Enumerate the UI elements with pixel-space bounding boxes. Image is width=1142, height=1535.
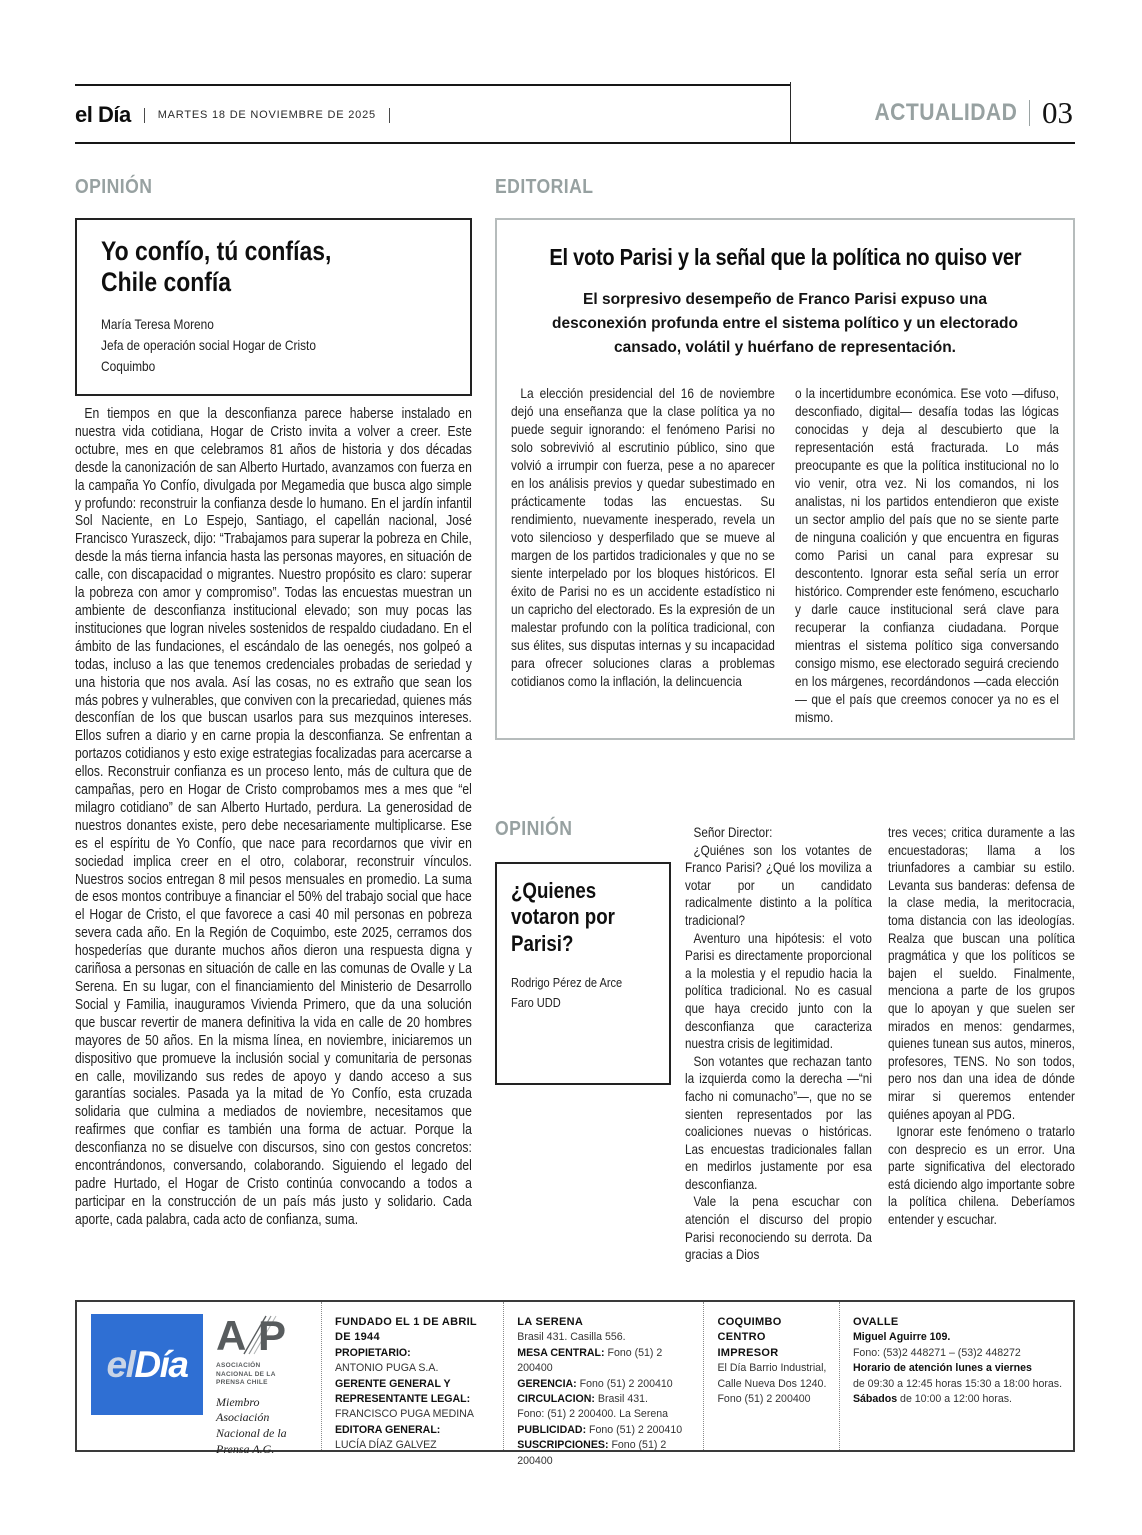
author-org: Faro UDD — [511, 995, 561, 1011]
masthead-divider — [389, 108, 390, 123]
svg-text:A: A — [216, 1314, 247, 1356]
masthead-divider — [144, 108, 145, 123]
page-number: 03 — [1042, 95, 1073, 130]
author-name: Rodrigo Pérez de Arce — [511, 975, 623, 991]
opinion-left-label: OPINIÓN — [75, 176, 153, 198]
footer-line: SUSCRIPCIONES: Fono (51) 2 200400 — [517, 1439, 667, 1467]
editorial-subtitle: El sorpresivo desempeño de Franco Parisi expuso una desconexión profunda entre el sistema político y un electorado cansado, volátil y huérfano de representación. — [552, 291, 1018, 357]
footer-brand-cell — [77, 1302, 321, 1456]
editor-label: EDITORA GENERAL: — [334, 1423, 441, 1436]
manager-name: FRANCISCO PUGA MEDINA — [334, 1408, 474, 1421]
opinion-left-body — [75, 406, 472, 1230]
editorial-column-1: La elección presidencial del 16 de noviembre dejó una enseñanza que la clase política ya no puede seguir ignorando: el fenómeno Parisi no solo sobrevivió al escrutinio público, sino que volvió a irrumpir con fuerza, pese a no aparecer en los análisis previos y quedar subestimado en prácticamente todas las encuestas. Su rendimiento, nuevamente inesperado, revela un voto silencioso y desperfilado que se mueve al margen de los partidos tradicionales y que no se siente interpelado por los bloques históricos. El éxito de Parisi no es un accidente estadístico ni un capricho del electorado. Es la expresión de un malestar profundo con la política tradicional, con sus élites, sus disputas internas y su incapacidad para ofrecer soluciones claras a problemas cotidianos como la inflación, la delincuencia — [511, 385, 775, 690]
opinion-letter-column-1 — [685, 824, 872, 1264]
edition-date: MARTES 18 DE NOVIEMBRE DE 2025 — [157, 109, 376, 121]
anp-membership-text: Miembro Asociación Nacional de la Prensa A.G. — [216, 1394, 287, 1456]
opinion-letter-byline — [511, 973, 655, 1013]
editor-name: LUCÍA DÍAZ GALVEZ — [334, 1439, 437, 1452]
opinion-letter-title: ¿Quienes votaron por Parisi? — [511, 878, 615, 956]
founded-line: FUNDADO EL 1 DE ABRIL DE 1944 — [334, 1316, 477, 1344]
footer-line: El Día Barrio Industrial, — [717, 1362, 827, 1375]
letter-paragraph: Aventuro una hipótesis: el voto Parisi es directamente proporcional a la molestia y el repudio hacia la política tradicional. No es casual que haya crecido junto con la desconfianza que caracteriza nuestra crisis de legitimidad. — [685, 930, 872, 1052]
footer-publisher-cell — [321, 1302, 503, 1450]
newspaper-logo: el Día — [75, 102, 131, 127]
editorial-column-2: o la incertidumbre económica. Ese voto —difuso, desconfiado, digital— desafía todas las lógicas conocidas y deja al descubierto que la representación está fracturada. Lo más preocupante es que la política institucional no lo vio venir, otra vez. Ni los comandos, ni los analistas, ni los partidos entendieron que existe un sector amplio del país que no se siente parte de ninguna coalición y que encuentra en figuras como Parisi un canal para expresar su descontento. Ignorar esta señal sería un error histórico. Comprender este fenómeno, escucharlo y darle cauce institucional será clave para recuperar la confianza ciudadana. Porque mientras el sistema político siga conversando consigo mismo, ese electorado seguirá creciendo en los márgenes, recordándonos —cada elección— que el país que creemos conocer ya no es el mismo. — [795, 385, 1059, 726]
footer-line: Fono (51) 2 200400 — [717, 1393, 811, 1406]
editorial-title: El voto Parisi y la señal que la política no quiso ver — [549, 244, 1021, 270]
ovalle-saturday: Sábados de 10:00 a 12:00 horas. — [852, 1393, 1012, 1406]
footer-ovalle-cell — [839, 1302, 1073, 1450]
ovalle-address: Miguel Aguirre 109. — [852, 1331, 951, 1344]
opinion-letter-label: OPINIÓN — [495, 818, 573, 840]
manager-label: GERENTE GENERAL Y REPRESENTANTE LEGAL: — [334, 1377, 471, 1406]
footer-laserena-cell — [503, 1302, 703, 1467]
ovalle-hours: de 09:30 a 12:45 horas 15:30 a 18:00 horas. — [852, 1377, 1063, 1390]
footer-line: MESA CENTRAL: Fono (51) 2 200400 — [517, 1346, 663, 1375]
footer-line: GERENCIA: Fono (51) 2 200410 — [517, 1377, 673, 1390]
editorial-label: EDITORIAL — [495, 176, 594, 198]
anp-logo-icon — [216, 1314, 288, 1356]
owner-label: PROPIETARIO: — [334, 1346, 411, 1359]
letter-paragraph: Señor Director: — [693, 825, 773, 840]
ovalle-title: OVALLE — [852, 1316, 899, 1328]
footer-line: CIRCULACION: Brasil 431. — [517, 1393, 648, 1406]
owner-name: ANTONIO PUGA S.A. — [334, 1362, 439, 1375]
footer-line: PUBLICIDAD: Fono (51) 2 200410 — [517, 1423, 683, 1436]
letter-paragraph: ¿Quiénes son los votantes de Franco Parisi? ¿Qué los moviliza a votar por un candidato radicalmente distinto a la política tradicional? — [685, 842, 872, 928]
author-role: Jefa de operación social Hogar de Cristo — [101, 336, 316, 353]
ovalle-phones: Fono: (53)2 448271 – (53)2 448272 — [852, 1346, 1021, 1359]
opinion-left-title: Yo confío, tú confías, Chile confía — [101, 236, 332, 298]
opinion-left-headline-box — [75, 218, 472, 396]
anp-caption: ASOCIACIÓN NACIONAL DE LA PRENSA CHILE — [216, 1362, 276, 1387]
footer-line: Fono: (51) 2 200400. La Serena — [517, 1408, 669, 1421]
letter-paragraph: Son votantes que rechazan tanto la izquierda como la derecha —“ni facho ni comunacho”—, que no se sienten representados por las coaliciones nuevas o históricas. Las encuestas tradicionales fallan en medirlos justamente por esa desconfianza. — [685, 1053, 872, 1192]
masthead-right — [791, 84, 1075, 142]
masthead-left — [75, 84, 790, 144]
laserena-address: Brasil 431. Casilla 556. — [517, 1331, 626, 1344]
laserena-title: LA SERENA — [517, 1316, 584, 1328]
masthead-divider — [1029, 100, 1030, 126]
svg-text:P: P — [258, 1314, 287, 1356]
footer-line: Calle Nueva Dos 1240. — [717, 1377, 827, 1390]
coquimbo-title: COQUIMBO — [717, 1316, 782, 1328]
editorial-box — [495, 218, 1075, 740]
letter-paragraph: Vale la pena escuchar con atención el discurso del propio Parisi reconociendo su derrota. Da gracias a Dios — [685, 1194, 872, 1263]
footer-coquimbo-cell — [703, 1302, 839, 1450]
opinion-left-body-text: En tiempos en que la desconfianza parece haberse instalado en nuestra vida cotidiana, Hogar de Cristo invita a volver a creer. Este octubre, mes en que celebramos 81 años de historia y dos décadas desde la canonización de san Alberto Hurtado, avanzamos con fuerza en la campaña Yo Confío, divulgada por Megamedia que busca algo simple y profundo: reconstruir la confianza desde lo humano. En el jardín infantil Sol Naciente, en Lo Espejo, Santiago, el capellán nacional, José Francisco Yuraszeck, dijo: “Trabajamos para superar la pobreza en Chile, desde la más tierna infancia hasta las personas mayores, en situación de calle, con discapacidad o migrantes. Nuestro propósito es claro: superar la pobreza con amor y compromiso”. Todas las encuestas muestran un ambiente de desconfianza institucional elevado; son muy pocas las instituciones que logran niveles sostenidos de respaldo ciudadano. En el ámbito de las fundaciones, el escándalo de las oenegés, nos golpeó a todas, incluso a las que tenemos credenciales probadas de seriedad y una historia que nos avala. Así las cosas, no es extraño que sean los más pobres y vulnerables, que conviven con la precariedad, quienes más desconfían de los que buscan usarlos para sus mezquinos intereses. Ellos sufren a diario y en carne propia la desconfianza. Se enfrentan a portazos cotidianos y esto exige estrategias focalizadas para acercarse a ellos. Reconstruir confianza es un proceso lento, más de cultura que de campañas, pero en Hogar de Cristo comprobamos mes a mes que “el milagro cotidiano” de san Alberto Hurtado, perdura. La generosidad de nuestros donantes existe, pero debe necesariamente multiplicarse. Ese es el espíritu de Yo Confío, que nace para recordarnos que vivir en sociedad implica creer en el otro, colaborar, reconstruir vínculos. Nuestros socios entregan 8 mil pesos mensuales en promedio. La suma de esos montos contribuye a financiar el 50% del trabajo social que hace el Hogar de Cristo, el que favorece a casi 40 mil personas en pobreza severa cada año. En la Región de Coquimbo, este 2025, cerramos dos hospederías que durante muchos años dieron una respuesta digna y cariñosa a personas en situación de calle en las comunas de Ovalle y La Serena. En su lugar, con el financiamiento del Ministerio de Desarrollo Social y Familia, inauguramos Vivienda Primero, que da una solución que buscar revertir de manera definitiva la vida en calle de 20 hombres mayores de 50 años. En la misma línea, en noviembre, iniciaremos un dispositivo que promueve la inclusión social y comunitaria de personas en calle, movilizando sus redes de apoyo y dando acceso a sus garantías sociales. Pasada ya la mitad de Yo Confío, esta cruzada solidaria que culmina a mediados de noviembre, necesitamos que reafirmes que confiar es también una forma de actuar. Porque la desconfianza no se disuelve con discursos, sino con gestos concretos: encontrándonos, conversando, colaborando. Siguiendo el legado del padre Hurtado, el Hogar de Cristo continúa convocando a todos a participar en la construcción de un país más justo y solidario. Cada aporte, cada palabra, cada acto de confianza, suma. — [75, 406, 472, 1228]
anp-block — [216, 1314, 311, 1456]
author-name: María Teresa Moreno — [101, 315, 214, 332]
letter-paragraph: tres veces; critica duramente a las encuestadoras; llama a los triunfadores a cambiar su estilo. Levanta sus banderas: defensa de la clase media, la meritocracia, toma distancia con las ideologías. Realza que buscan una política pragmática y que los políticos se bajen el sueldo. Finalmente, menciona a parte de los grupos que lo apoyan y que suelen ser mirados en menos: gendarmes, quienes tunean sus autos, mineros, profesores, TENS. No son todos, pero nos dan una idea de dónde mirar si queremos entender quiénes apoyan al PDG. — [888, 825, 1075, 1122]
section-name: ACTUALIDAD — [874, 99, 1017, 126]
letter-paragraph: Ignorar este fenómeno o tratarlo con desprecio es un error. Una parte significativa del electorado está diciendo algo importante sobre la política chilena. Deberíamos entender y escuchar. — [888, 1124, 1075, 1228]
ovalle-hours-label: Horario de atención lunes a viernes — [852, 1362, 1032, 1375]
opinion-letter-headline-box — [495, 862, 671, 1085]
coquimbo-subtitle: CENTRO IMPRESOR — [717, 1331, 779, 1359]
opinion-left-byline — [101, 314, 446, 377]
editorial-columns — [511, 384, 1059, 726]
eldia-logo: elDía — [91, 1314, 203, 1415]
opinion-letter-column-2 — [888, 824, 1075, 1229]
masthead — [75, 84, 1075, 144]
author-place: Coquimbo — [101, 357, 156, 374]
footer — [75, 1300, 1075, 1467]
